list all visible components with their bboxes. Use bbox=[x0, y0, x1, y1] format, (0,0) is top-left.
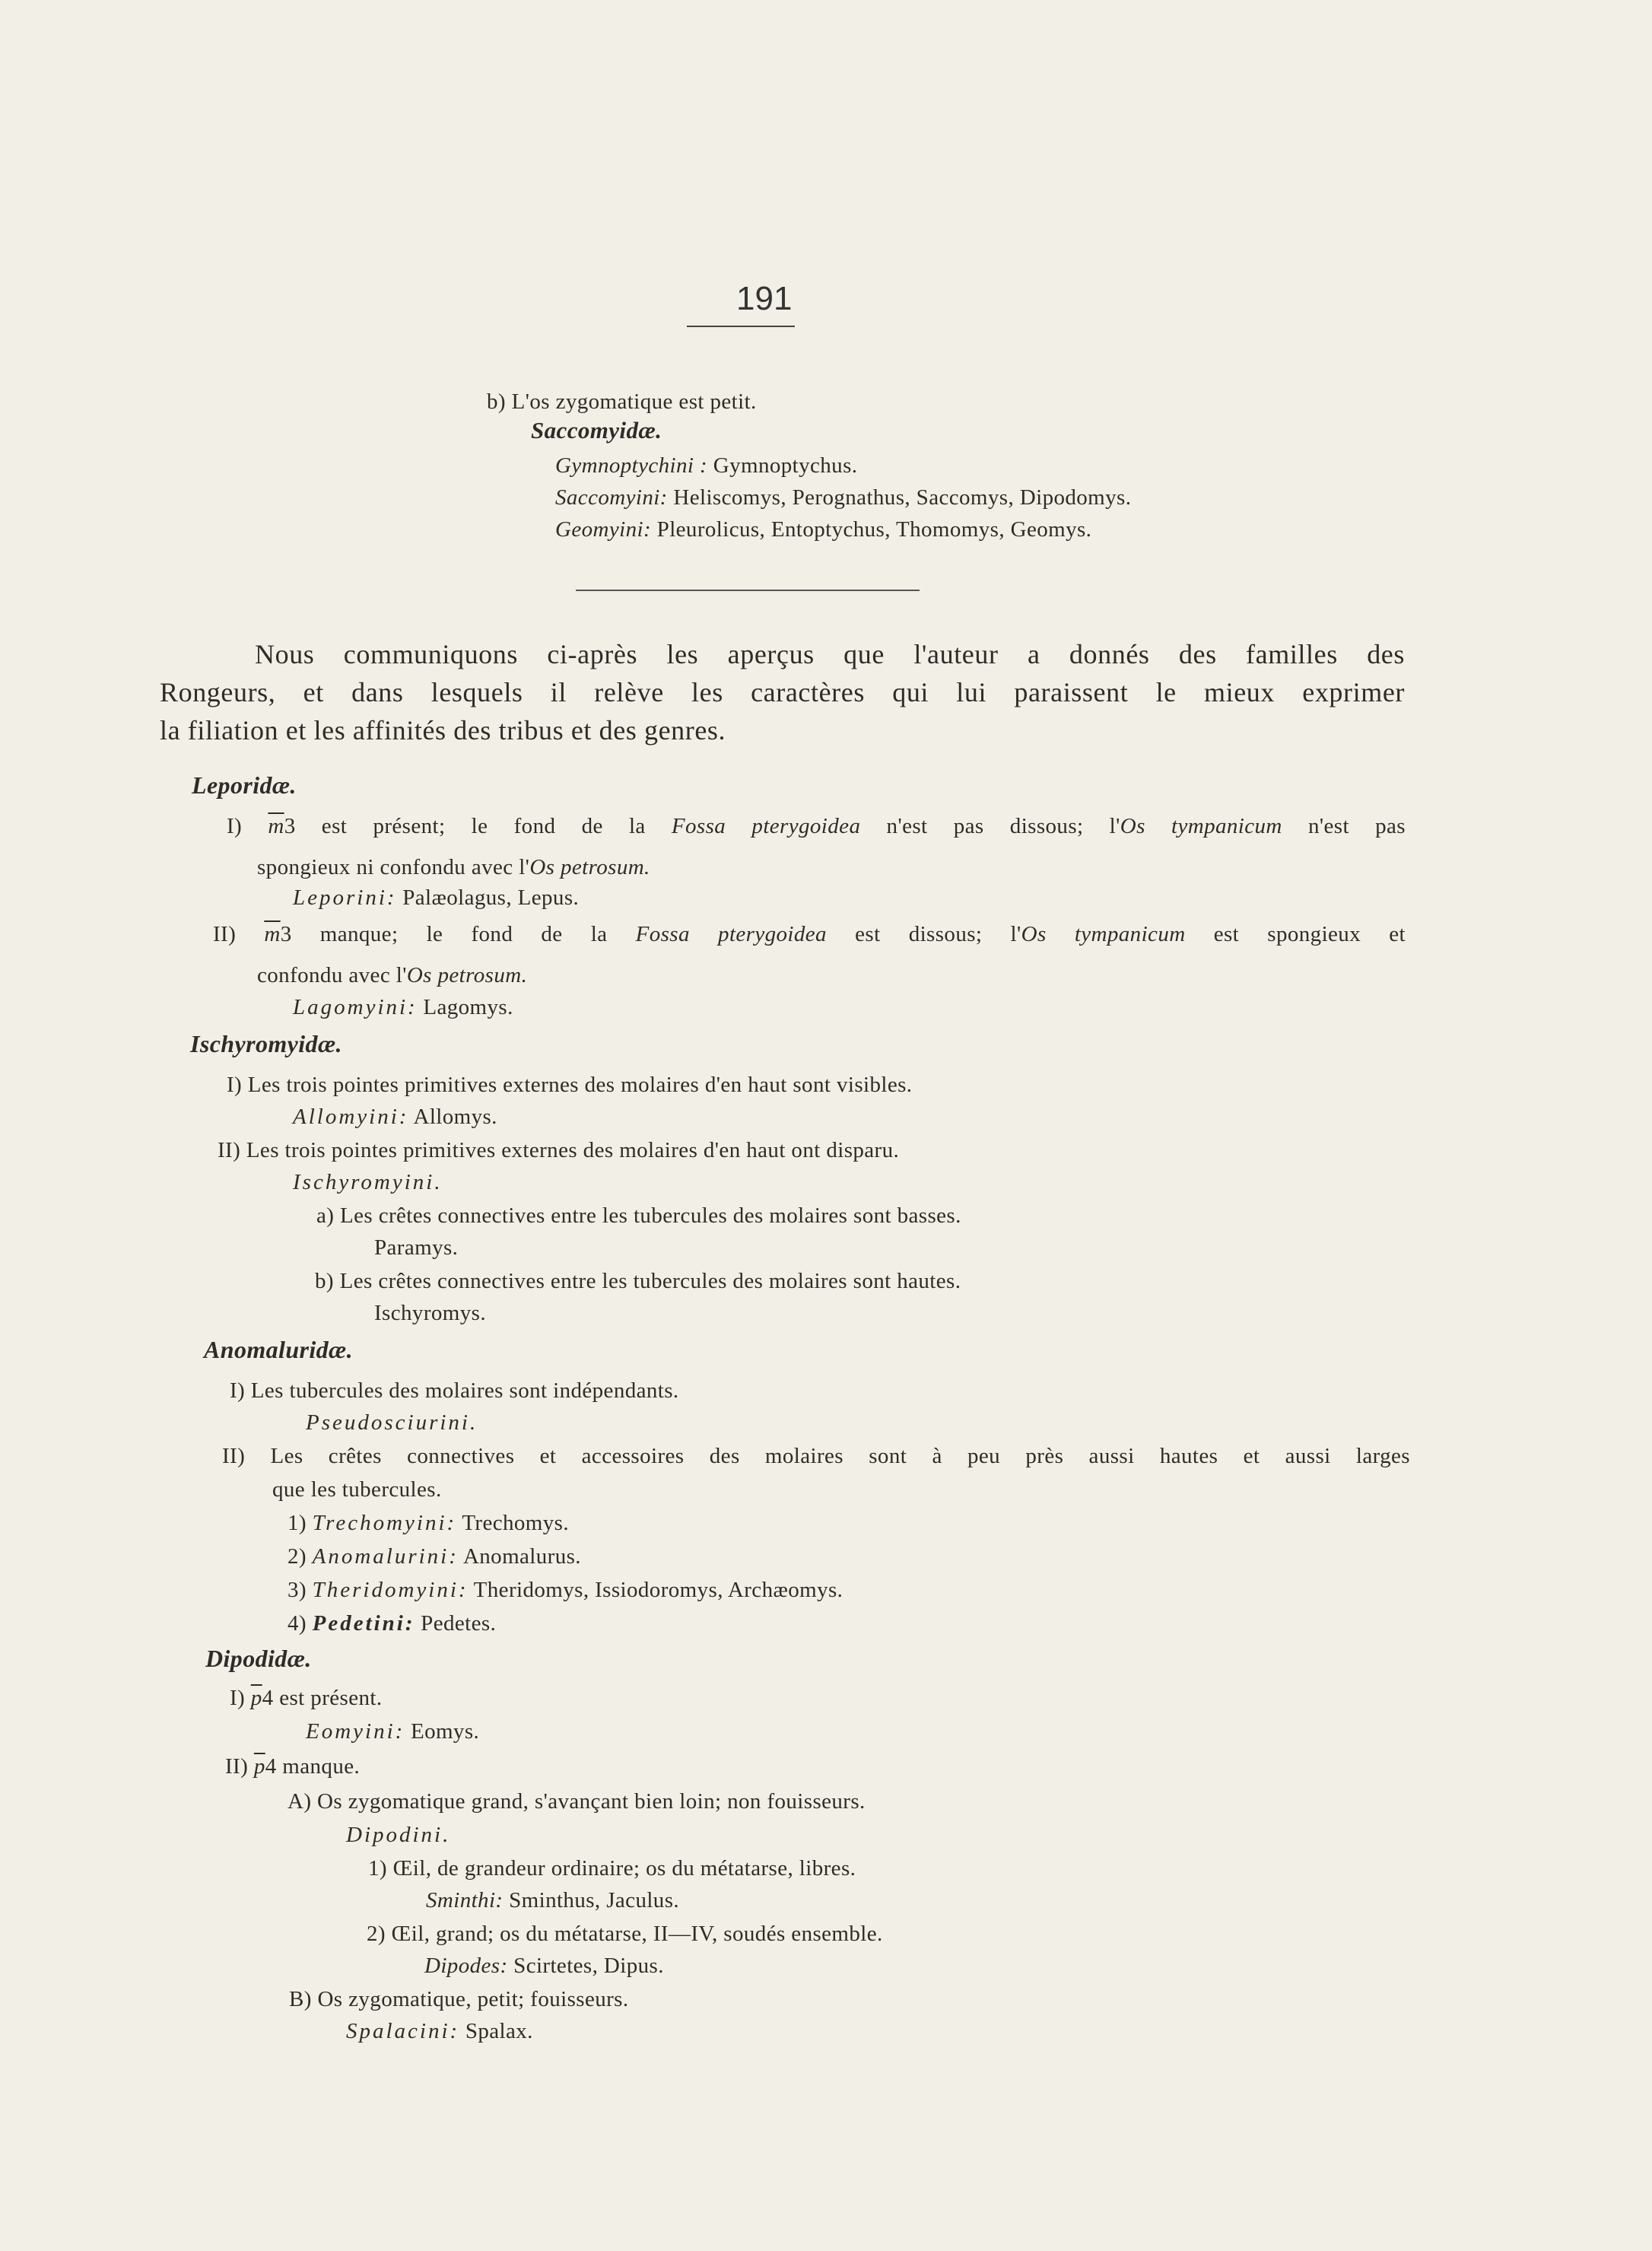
family-heading: Ischyromyidæ. bbox=[190, 1030, 342, 1057]
tribe-line: Geomyini: Pleurolicus, Entoptychus, Thomomys, Geomys. bbox=[555, 517, 1092, 542]
tribe-line: Eomyini: Eomys. bbox=[306, 1719, 480, 1744]
text-line: spongieux ni confondu avec l'Os petrosum. bbox=[257, 855, 650, 879]
genus-line: Paramys. bbox=[374, 1235, 459, 1260]
text-line: b) Les crêtes connectives entre les tubercules des molaires sont hautes. bbox=[315, 1269, 961, 1293]
tribe-line: Ischyromyini. bbox=[293, 1170, 443, 1194]
tribe-line: 3) Theridomyini: Theridomys, Issiodoromys, Archæomys. bbox=[288, 1578, 843, 1602]
tribe-line: Leporini: Palæolagus, Lepus. bbox=[293, 885, 580, 910]
text-line: que les tubercules. bbox=[272, 1477, 442, 1502]
section-divider bbox=[576, 590, 920, 591]
text-line: I) $\overline{p}4$ est présent. bbox=[230, 1686, 383, 1710]
tribe-line: Sminthi: Sminthus, Jaculus. bbox=[426, 1888, 680, 1912]
tribe-line: Allomyini: Allomys. bbox=[293, 1105, 497, 1129]
text-line: A) Os zygomatique grand, s'avançant bien loin; non fouisseurs. bbox=[288, 1789, 866, 1814]
tribe-line: Saccomyini: Heliscomys, Perognathus, Saccomys, Dipodomys. bbox=[555, 485, 1132, 510]
tribe-line: Dipodini. bbox=[346, 1823, 451, 1847]
family-heading: Saccomyidæ. bbox=[531, 417, 662, 444]
family-heading: Dipodidæ. bbox=[205, 1645, 312, 1672]
text-line: 1) Œil, de grandeur ordinaire; os du métatarse, libres. bbox=[368, 1856, 856, 1881]
text-line: II) $\overline{m}3$ manque; le fond de la Fossa pterygoidea est dissous; l'Os tympanicum est spongieux et bbox=[213, 922, 1406, 946]
tribe-line: Dipodes: Scirtetes, Dipus. bbox=[424, 1954, 664, 1978]
text-line: b) L'os zygomatique est petit. bbox=[487, 389, 757, 414]
tribe-line: Pseudosciurini. bbox=[306, 1410, 478, 1435]
page-number: 191 bbox=[736, 280, 793, 317]
text-line: I) Les trois pointes primitives externes des molaires d'en haut sont visibles. bbox=[227, 1073, 913, 1097]
genus-line: Ischyromys. bbox=[374, 1301, 486, 1325]
text-line: II) Les trois pointes primitives externes des molaires d'en haut ont disparu. bbox=[218, 1138, 900, 1162]
text-line: B) Os zygomatique, petit; fouisseurs. bbox=[289, 1987, 629, 2011]
text-line: I) Les tubercules des molaires sont indépendants. bbox=[230, 1378, 679, 1403]
tribe-line: 2) Anomalurini: Anomalurus. bbox=[288, 1544, 581, 1569]
tribe-line: Spalacini: Spalax. bbox=[346, 2019, 533, 2043]
text-line: II) Les crêtes connectives et accessoires des molaires sont à peu près aussi hautes et aussi larges bbox=[222, 1444, 1410, 1468]
tribe-line: Gymnoptychini : Gymnoptychus. bbox=[555, 453, 858, 478]
paragraph-line: Nous communiquons ci-après les aperçus que l'auteur a donnés des familles des bbox=[255, 639, 1405, 669]
text-line: 2) Œil, grand; os du métatarse, II—IV, soudés ensemble. bbox=[367, 1922, 883, 1946]
tribe-line: 1) Trechomyini: Trechomys. bbox=[288, 1511, 570, 1535]
paragraph-line: Rongeurs, et dans lesquels il relève les caractères qui lui paraissent le mieux exprimer bbox=[160, 677, 1405, 707]
tribe-line: 4) Pedetini: Pedetes. bbox=[288, 1611, 497, 1636]
family-heading: Anomaluridæ. bbox=[204, 1336, 353, 1363]
text-line: confondu avec l'Os petrosum. bbox=[257, 963, 528, 987]
text-line: a) Les crêtes connectives entre les tubercules des molaires sont basses. bbox=[316, 1203, 961, 1228]
text-line: I) $\overline{m}3$ est présent; le fond de la Fossa pterygoidea n'est pas dissous; l'Os tympanicum n'est pas bbox=[227, 814, 1406, 838]
paragraph-line: la filiation et les affinités des tribus et des genres. bbox=[160, 715, 726, 746]
page-number-rule bbox=[687, 326, 795, 327]
text-line: II) $\overline{p}4$ manque. bbox=[225, 1754, 361, 1779]
tribe-line: Lagomyini: Lagomys. bbox=[293, 995, 513, 1019]
family-heading: Leporidæ. bbox=[192, 771, 297, 799]
